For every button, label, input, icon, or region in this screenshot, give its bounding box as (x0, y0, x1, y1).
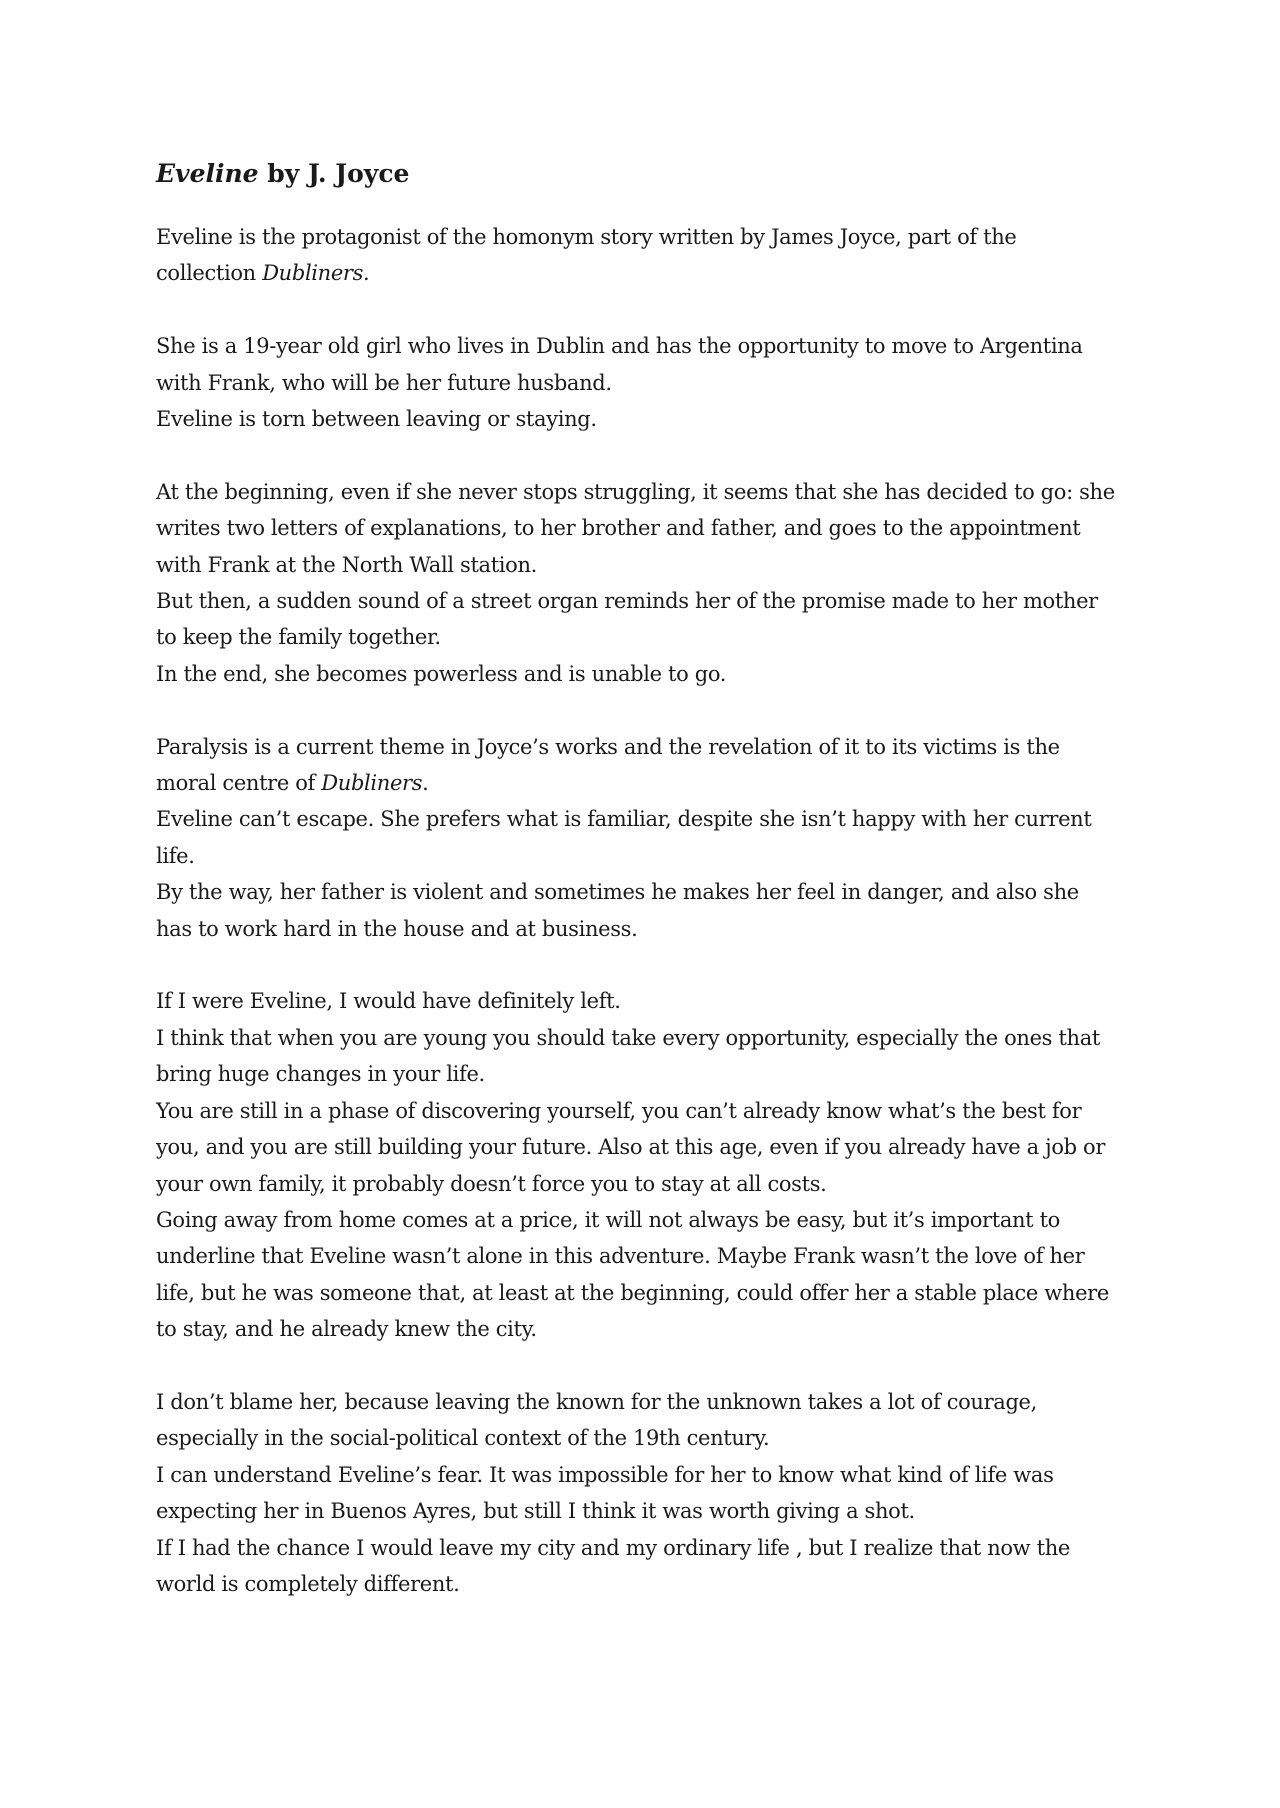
text-run: has to work hard in the house and at business. (156, 916, 638, 941)
text-run: In the end, she becomes powerless and is unable to go. (156, 661, 727, 686)
text-run: . (422, 771, 429, 796)
text-line (156, 255, 1156, 291)
title-rest: by J. Joyce (258, 159, 410, 188)
text-run: underline that Eveline wasn’t alone in this adventure. Maybe Frank wasn’t the love of her (156, 1244, 1085, 1269)
text-run: with Frank at the North Wall station. (156, 552, 537, 577)
text-line (156, 838, 1156, 874)
text-line (156, 911, 1156, 947)
text-line (156, 401, 1156, 437)
text-run: you, and you are still building your future. Also at this age, even if you already have a job or (156, 1135, 1106, 1160)
document-title (156, 156, 1156, 192)
text-line (156, 1311, 1156, 1347)
text-line (156, 1166, 1156, 1202)
text-run: If I had the chance I would leave my city and my ordinary life , but I realize that now the (156, 1535, 1070, 1560)
text-line (156, 765, 1156, 801)
text-run: collection (156, 261, 263, 286)
text-line (156, 656, 1156, 692)
text-run: world is completely different. (156, 1571, 460, 1596)
text-run: I don’t blame her, because leaving the known for the unknown takes a lot of courage, (156, 1389, 1037, 1414)
text-line (156, 874, 1156, 910)
text-run: Eveline can’t escape. She prefers what is familiar, despite she isn’t happy with her current (156, 807, 1092, 832)
text-run: your own family, it probably doesn’t force you to stay at all costs. (156, 1171, 827, 1196)
text-line (156, 547, 1156, 583)
document-body (156, 219, 1156, 1602)
text-run: She is a 19-year old girl who lives in Dublin and has the opportunity to move to Argentina (156, 334, 1083, 359)
text-run: to keep the family together. (156, 625, 441, 650)
text-line (156, 1457, 1156, 1493)
text-line (156, 801, 1156, 837)
text-line (156, 1056, 1156, 1092)
paragraph (156, 983, 1156, 1347)
paragraph (156, 328, 1156, 437)
text-run: especially in the social-political context of the 19th century. (156, 1426, 770, 1451)
paragraph (156, 474, 1156, 692)
text-run: Going away from home comes at a price, it will not always be easy, but it’s important to (156, 1207, 1060, 1232)
text-run: I can understand Eveline’s fear. It was impossible for her to know what kind of life was (156, 1462, 1054, 1487)
text-line (156, 219, 1156, 255)
text-run: By the way, her father is violent and sometimes he makes her feel in danger, and also she (156, 880, 1079, 905)
text-line (156, 983, 1156, 1019)
text-run: Paralysis is a current theme in Joyce’s works and the revelation of it to its victims is the (156, 734, 1060, 759)
text-line (156, 1493, 1156, 1529)
text-line (156, 1093, 1156, 1129)
paragraph (156, 1384, 1156, 1602)
text-run: At the beginning, even if she never stops struggling, it seems that she has decided to go: she (156, 479, 1115, 504)
text-line (156, 1420, 1156, 1456)
text-line (156, 1238, 1156, 1274)
paragraph (156, 219, 1156, 292)
text-line (156, 1566, 1156, 1602)
text-run: expecting her in Buenos Ayres, but still I think it was worth giving a shot. (156, 1499, 915, 1524)
text-line (156, 328, 1156, 364)
paragraph (156, 729, 1156, 947)
italic-text: Dubliners (321, 771, 423, 796)
text-run: life. (156, 843, 195, 868)
text-run: with Frank, who will be her future husband. (156, 370, 612, 395)
text-run: writes two letters of explanations, to her brother and father, and goes to the appointment (156, 516, 1081, 541)
title-work: Eveline (156, 159, 259, 188)
text-run: But then, a sudden sound of a street organ reminds her of the promise made to her mother (156, 589, 1098, 614)
text-line (156, 729, 1156, 765)
text-run: If I were Eveline, I would have definitely left. (156, 989, 621, 1014)
text-line (156, 583, 1156, 619)
italic-text: Dubliners. (262, 261, 370, 286)
text-line (156, 1020, 1156, 1056)
text-line (156, 1129, 1156, 1165)
text-run: life, but he was someone that, at least at the beginning, could offer her a stable place where (156, 1280, 1109, 1305)
text-run: I think that when you are young you should take every opportunity, especially the ones that (156, 1025, 1100, 1050)
text-run: moral centre of (156, 771, 322, 796)
text-line (156, 1202, 1156, 1238)
text-line (156, 474, 1156, 510)
text-line (156, 1384, 1156, 1420)
text-run: You are still in a phase of discovering yourself, you can’t already know what’s the best for (156, 1098, 1082, 1123)
text-line (156, 1275, 1156, 1311)
text-line (156, 365, 1156, 401)
text-run: Eveline is torn between leaving or staying. (156, 407, 597, 432)
text-line (156, 619, 1156, 655)
text-run: Eveline is the protagonist of the homonym story written by James Joyce, part of the (156, 225, 1017, 249)
text-run: bring huge changes in your life. (156, 1062, 485, 1087)
text-line (156, 1530, 1156, 1566)
text-line (156, 510, 1156, 546)
text-run: to stay, and he already knew the city. (156, 1317, 537, 1342)
document-page (156, 156, 1156, 1639)
